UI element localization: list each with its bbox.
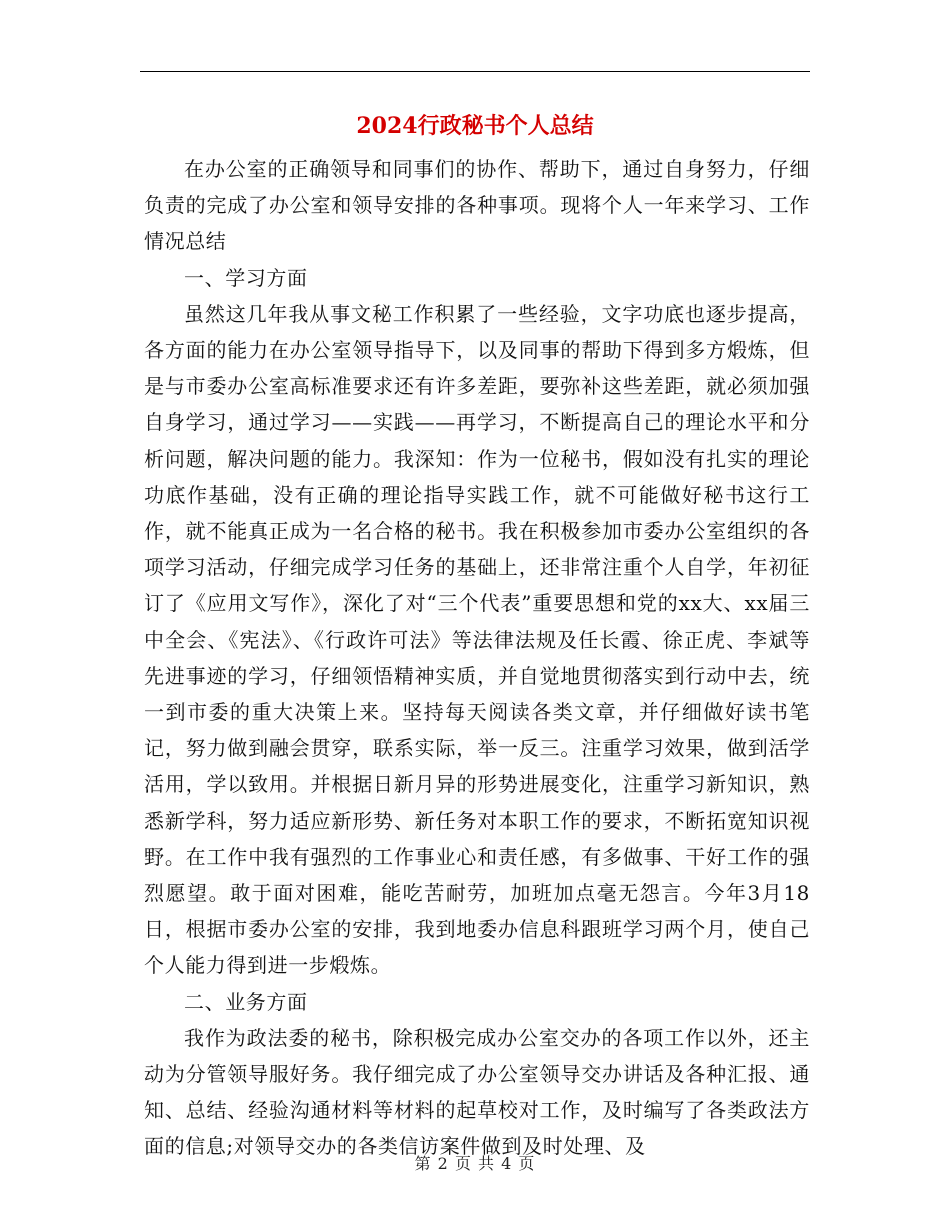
section-heading-business: 二、业务方面 [184, 989, 308, 1014]
section-heading-study: 一、学习方面 [184, 265, 308, 290]
document-title: 2024行政秘书个人总结 [356, 113, 594, 139]
header-rule [140, 71, 810, 72]
intro-paragraph: 在办公室的正确领导和同事们的协作、帮助下，通过自身努力，仔细负责的完成了办公室和领导安排的各种事项。现将个人一年来学习、工作情况总结 [144, 157, 810, 254]
study-paragraph: 虽然这几年我从事文秘工作积累了一些经验，文字功底也逐步提高，各方面的能力在办公室领导指导下，以及同事的帮助下得到多方煅炼，但是与市委办公室高标准要求还有许多差距，要弥补这些差距，就必须加强自身学习，通过学习——实践——再学习，不断提高自己的理论水平和分析问题，解决问题的能力。我深知：作为一位秘书，假如没有扎实的理论功底作基础，没有正确的理论指导实践工作，就不可能做好秘书这行工作，就不能真正成为一名合格的秘书。我在积极参加市委办公室组织的各项学习活动，仔细完成学习任务的基础上，还非常注重个人自学，年初征订了《应用文写作》，深化了对“三个代表”重要思想和党的xx大、xx届三中全会、《宪法》、《行政许可法》等法律法规及任长霞、徐正虎、李斌等先进事迹的学习，仔细领悟精神实质，并自觉地贯彻落实到行动中去，统一到市委的重大决策上来。坚持每天阅读各类文章，并仔细做好读书笔记，努力做到融会贯穿，联系实际，举一反三。注重学习效果，做到活学活用，学以致用。并根据日新月异的形势进展变化，注重学习新知识，熟悉新学科，努力适应新形势、新任务对本职工作的要求，不断拓宽知识视野。在工作中我有强烈的工作事业心和责任感，有多做事、干好工作的强烈愿望。敢于面对困难，能吃苦耐劳，加班加点毫无怨言。今年3月18日，根据市委办公室的安排，我到地委办信息科跟班学习两个月，使自己个人能力得到进一步煅炼。 [144, 301, 810, 978]
page-number: 第 2 页 共 4 页 [414, 1154, 536, 1173]
document-body [144, 151, 810, 1165]
business-paragraph: 我作为政法委的秘书，除积极完成办公室交办的各项工作以外，还主动为分管领导服好务。我仔细完成了办公室领导交办讲话及各种汇报、通知、总结、经验沟通材料等材料的起草校对工作，及时编写了各类政法方面的信息;对领导交办的各类信访案件做到及时处理、及 [144, 1025, 810, 1159]
